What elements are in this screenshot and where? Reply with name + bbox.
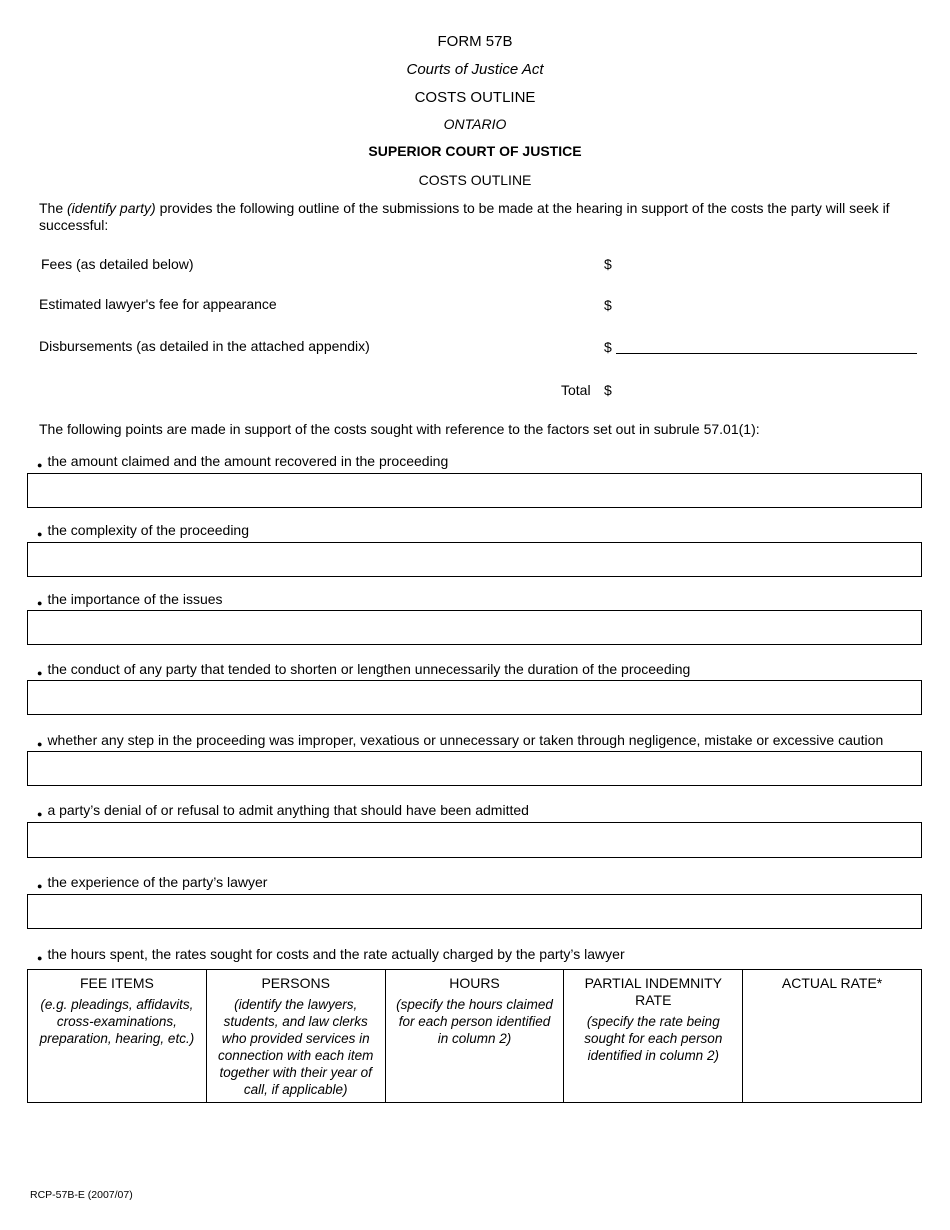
column-hours bbox=[385, 970, 564, 1103]
form-code: RCP-57B-E (2007/07) bbox=[30, 1189, 133, 1201]
point-text: the complexity of the proceeding bbox=[47, 522, 250, 538]
appearance-fee-label: Estimated lawyer's fee for appearance bbox=[39, 296, 277, 312]
importance-textbox[interactable] bbox=[27, 610, 922, 645]
form-title: COSTS OUTLINE bbox=[414, 89, 536, 106]
column-heading: PERSONS bbox=[261, 975, 330, 991]
point-hours-rates bbox=[37, 946, 625, 962]
denial-textbox[interactable] bbox=[27, 822, 922, 858]
points-intro: The following points are made in support of the costs sought with reference to the factors set out in subrule 57.01(1): bbox=[39, 421, 760, 437]
column-description: (specify the rate being sought for each person identified in column 2) bbox=[584, 1014, 723, 1063]
point-text: the conduct of any party that tended to shorten or lengthen unnecessarily the duration of the proceeding bbox=[47, 661, 691, 677]
intro-rest: provides the following outline of the submissions to be made at the hearing in support of the costs the party will seek if successful: bbox=[39, 200, 890, 233]
amount-claimed-textbox[interactable] bbox=[27, 473, 922, 508]
page-subtitle: COSTS OUTLINE bbox=[418, 172, 532, 188]
point-experience bbox=[37, 874, 267, 890]
table-header-row bbox=[28, 970, 922, 1103]
point-complexity bbox=[37, 522, 249, 538]
column-fee-items bbox=[28, 970, 207, 1103]
point-text: the amount claimed and the amount recovered in the proceeding bbox=[47, 453, 449, 469]
bullet-icon: ● bbox=[37, 881, 43, 891]
column-heading: ACTUAL RATE* bbox=[781, 975, 883, 991]
fees-currency: $ bbox=[604, 256, 612, 272]
point-denial bbox=[37, 802, 529, 818]
conduct-textbox[interactable] bbox=[27, 680, 922, 715]
point-importance bbox=[37, 591, 223, 607]
column-heading: PARTIAL INDEMNITY RATE bbox=[584, 975, 722, 1008]
point-text: whether any step in the proceeding was improper, vexatious or unnecessary or taken through negligence, mistake or excessive caution bbox=[47, 732, 884, 748]
fee-items-table bbox=[27, 969, 922, 1103]
point-text: a party’s denial of or refusal to admit anything that should have been admitted bbox=[47, 802, 529, 818]
improper-step-textbox[interactable] bbox=[27, 751, 922, 786]
column-description: (identify the lawyers, students, and law clerks who provided services in connection with each item together with their year of call, if applicable) bbox=[218, 997, 374, 1097]
fees-amount-field[interactable] bbox=[616, 252, 916, 274]
act-name: Courts of Justice Act bbox=[406, 61, 544, 78]
fees-label: Fees (as detailed below) bbox=[41, 256, 194, 272]
point-text: the experience of the party’s lawyer bbox=[47, 874, 268, 890]
column-heading: FEE ITEMS bbox=[79, 975, 154, 991]
point-text: the hours spent, the rates sought for costs and the rate actually charged by the party’s lawyer bbox=[47, 946, 625, 962]
bullet-icon: ● bbox=[37, 809, 43, 819]
column-actual-rate bbox=[743, 970, 922, 1103]
total-label: Total bbox=[561, 382, 591, 398]
column-description: (e.g. pleadings, affidavits, cross-examinations, preparation, hearing, etc.) bbox=[39, 997, 195, 1046]
intro-prefix: The bbox=[39, 200, 68, 216]
bullet-icon: ● bbox=[37, 668, 43, 678]
point-improper-step bbox=[37, 732, 883, 748]
bullet-icon: ● bbox=[37, 598, 43, 608]
disbursements-label: Disbursements (as detailed in the attached appendix) bbox=[39, 338, 370, 354]
province: ONTARIO bbox=[443, 116, 507, 132]
total-amount-field[interactable] bbox=[616, 378, 916, 400]
subtotal-rule bbox=[616, 353, 917, 354]
point-conduct bbox=[37, 661, 690, 677]
appearance-amount-field[interactable] bbox=[616, 293, 916, 315]
disbursements-amount-field[interactable] bbox=[616, 333, 917, 353]
bullet-icon: ● bbox=[37, 739, 43, 749]
point-amount-claimed bbox=[37, 453, 448, 469]
column-persons bbox=[206, 970, 385, 1103]
bullet-icon: ● bbox=[37, 460, 43, 470]
complexity-textbox[interactable] bbox=[27, 542, 922, 577]
court-name: SUPERIOR COURT OF JUSTICE bbox=[368, 143, 582, 159]
point-text: the importance of the issues bbox=[47, 591, 223, 607]
bullet-icon: ● bbox=[37, 529, 43, 539]
intro-paragraph bbox=[39, 200, 909, 234]
appearance-currency: $ bbox=[604, 297, 612, 313]
experience-textbox[interactable] bbox=[27, 894, 922, 929]
party-placeholder: (identify party) bbox=[67, 200, 156, 216]
column-description: (specify the hours claimed for each person identified in column 2) bbox=[396, 997, 553, 1046]
disbursements-currency: $ bbox=[604, 339, 612, 355]
column-heading: HOURS bbox=[449, 975, 500, 991]
column-partial-indemnity-rate bbox=[564, 970, 743, 1103]
form-number: FORM 57B bbox=[437, 33, 513, 50]
total-currency: $ bbox=[604, 382, 612, 398]
bullet-icon: ● bbox=[37, 953, 43, 963]
